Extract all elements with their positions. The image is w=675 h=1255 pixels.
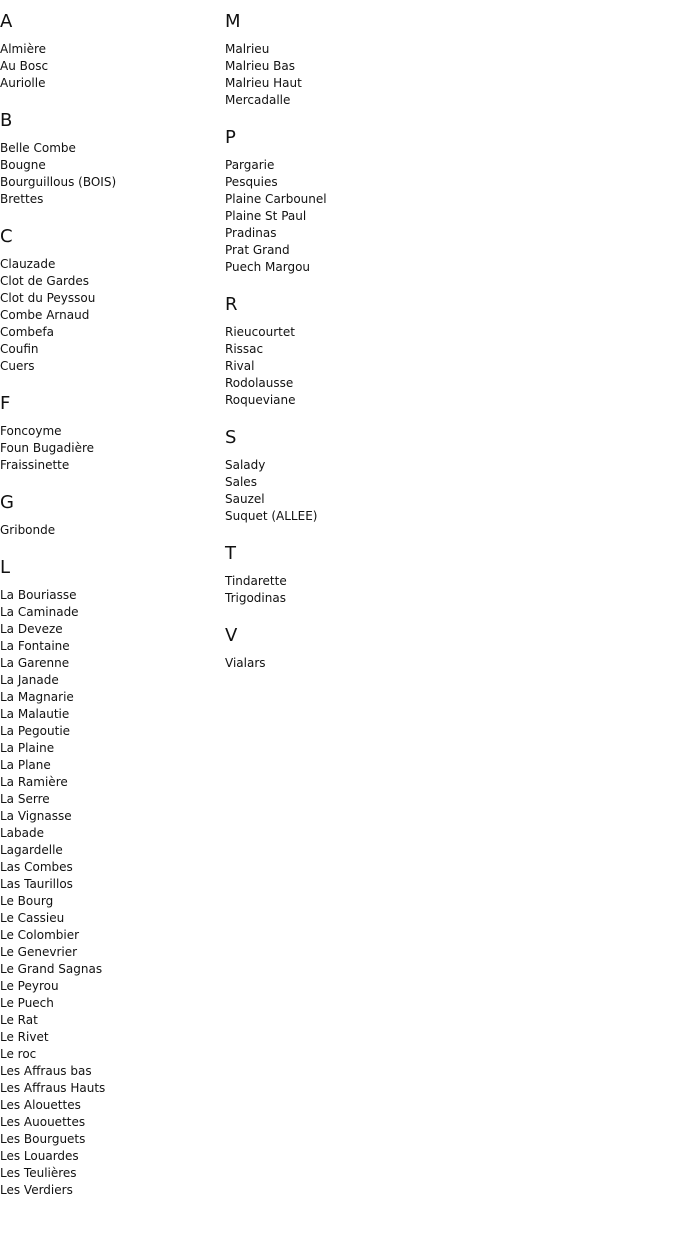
entry-list [225,457,445,525]
place-entry-link[interactable]: Lagardelle [0,843,63,857]
entry-list [225,573,445,607]
place-entry-link[interactable]: Sauzel [225,492,265,506]
place-entry-link[interactable]: Le Bourg [0,894,54,908]
place-entry-link[interactable]: Malrieu [225,42,270,56]
place-entry-link[interactable]: La Caminade [0,605,79,619]
letter-section-a [0,11,220,92]
letter-section-s [225,427,445,525]
place-entry-link[interactable]: Bourguillous (BOIS) [0,175,117,189]
place-entry-link[interactable]: Foun Bugadière [0,441,95,455]
place-entry-link[interactable]: Le Genevrier [0,945,78,959]
letter-section-b [0,110,220,208]
place-entry-link[interactable]: Le Peyrou [0,979,59,993]
place-entry-link[interactable]: La Fontaine [0,639,70,653]
letter-section-c [0,226,220,375]
place-entry-link[interactable]: Sales [225,475,257,489]
entry-list [225,41,445,109]
letter-section-f [0,393,220,474]
place-entry-link[interactable]: Prat Grand [225,243,290,257]
place-entry-link[interactable]: Le Grand Sagnas [0,962,103,976]
place-entry-link[interactable]: Combefa [0,325,54,339]
place-entry-link[interactable]: Pradinas [225,226,277,240]
place-entry-link[interactable]: La Bouriasse [0,588,77,602]
place-entry-link[interactable]: Cuers [0,359,35,373]
place-entry-link[interactable]: Pargarie [225,158,275,172]
place-entry-link[interactable]: Coufin [0,342,39,356]
letter-heading: V [225,625,238,646]
place-entry-link[interactable]: La Vignasse [0,809,72,823]
place-entry-link[interactable]: Rieucourtet [225,325,295,339]
place-entry-link[interactable]: Foncoyme [0,424,62,438]
place-entry-link[interactable]: La Deveze [0,622,63,636]
place-entry-link[interactable]: Gribonde [0,523,56,537]
place-entry-link[interactable]: Au Bosc [0,59,49,73]
place-entry-link[interactable]: Mercadalle [225,93,291,107]
place-entry-link[interactable]: Clauzade [0,257,56,271]
place-entry-link[interactable]: La Plaine [0,741,55,755]
place-entry-link[interactable]: Salady [225,458,266,472]
letter-heading: L [0,557,11,578]
place-entry-link[interactable]: Brettes [0,192,44,206]
place-entry-link[interactable]: La Janade [0,673,59,687]
place-entry-link[interactable]: Plaine St Paul [225,209,307,223]
letter-heading: S [225,427,237,448]
place-entry-link[interactable]: Les Auouettes [0,1115,86,1129]
place-entry-link[interactable]: Vialars [225,656,266,670]
entry-list [0,423,220,474]
entry-list [0,522,220,539]
place-entry-link[interactable]: Suquet (ALLEE) [225,509,318,523]
place-entry-link[interactable]: La Plane [0,758,51,772]
entry-list [225,157,445,276]
letter-heading: C [0,226,13,247]
index-column-left [0,11,220,1217]
place-entry-link[interactable]: Pesquies [225,175,278,189]
place-entry-link[interactable]: Les Louardes [0,1149,79,1163]
place-entry-link[interactable]: Rodolausse [225,376,294,390]
place-entry-link[interactable]: La Pegoutie [0,724,71,738]
place-entry-link[interactable]: Bougne [0,158,46,172]
letter-section-m [225,11,445,109]
place-entry-link[interactable]: Le Rivet [0,1030,49,1044]
place-entry-link[interactable]: Clot de Gardes [0,274,90,288]
letter-section-l [0,557,220,1199]
place-entry-link[interactable]: Les Affraus Hauts [0,1081,106,1095]
letter-section-r [225,294,445,409]
place-entry-link[interactable]: Le Puech [0,996,54,1010]
place-entry-link[interactable]: Rissac [225,342,264,356]
place-entry-link[interactable]: Les Affraus bas [0,1064,92,1078]
entry-list [225,655,445,672]
place-entry-link[interactable]: Plaine Carbounel [225,192,327,206]
place-entry-link[interactable]: Les Alouettes [0,1098,81,1112]
place-entry-link[interactable]: Le roc [0,1047,37,1061]
place-entry-link[interactable]: La Malautie [0,707,70,721]
place-entry-link[interactable]: Las Combes [0,860,73,874]
place-entry-link[interactable]: Labade [0,826,45,840]
place-entry-link[interactable]: Le Cassieu [0,911,65,925]
entry-list [0,41,220,92]
place-entry-link[interactable]: Malrieu Haut [225,76,302,90]
place-entry-link[interactable]: Les Teulières [0,1166,77,1180]
place-entry-link[interactable]: Les Verdiers [0,1183,73,1197]
letter-heading: P [225,127,236,148]
index-column-right [225,11,445,690]
place-entry-link[interactable]: Auriolle [0,76,46,90]
letter-heading: G [0,492,14,513]
letter-heading: F [0,393,11,414]
letter-section-v [225,625,445,672]
letter-section-g [0,492,220,539]
place-entry-link[interactable]: Fraissinette [0,458,70,472]
letter-heading: T [225,543,236,564]
entry-list [0,140,220,208]
entry-list [0,256,220,375]
place-entry-link[interactable]: La Magnarie [0,690,74,704]
letter-heading: M [225,11,241,32]
place-entry-link[interactable]: La Serre [0,792,50,806]
entry-list [0,587,220,1199]
letter-heading: R [225,294,238,315]
place-entry-link[interactable]: Malrieu Bas [225,59,295,73]
place-entry-link[interactable]: Combe Arnaud [0,308,90,322]
place-entry-link[interactable]: Le Rat [0,1013,38,1027]
place-entry-link[interactable]: Trigodinas [225,591,286,605]
place-entry-link[interactable]: Tindarette [225,574,287,588]
place-entry-link[interactable]: Les Bourguets [0,1132,86,1146]
entry-list [225,324,445,409]
letter-section-t [225,543,445,607]
letter-heading: B [0,110,13,131]
place-entry-link[interactable]: Roqueviane [225,393,296,407]
place-entry-link[interactable]: Rival [225,359,255,373]
place-entry-link[interactable]: La Garenne [0,656,70,670]
letter-section-p [225,127,445,276]
place-entry-link[interactable]: La Ramière [0,775,68,789]
place-entry-link[interactable]: Almière [0,42,47,56]
place-entry-link[interactable]: Las Taurillos [0,877,73,891]
letter-heading: A [0,11,13,32]
place-entry-link[interactable]: Puech Margou [225,260,311,274]
place-entry-link[interactable]: Clot du Peyssou [0,291,96,305]
place-entry-link[interactable]: Belle Combe [0,141,76,155]
place-entry-link[interactable]: Le Colombier [0,928,80,942]
